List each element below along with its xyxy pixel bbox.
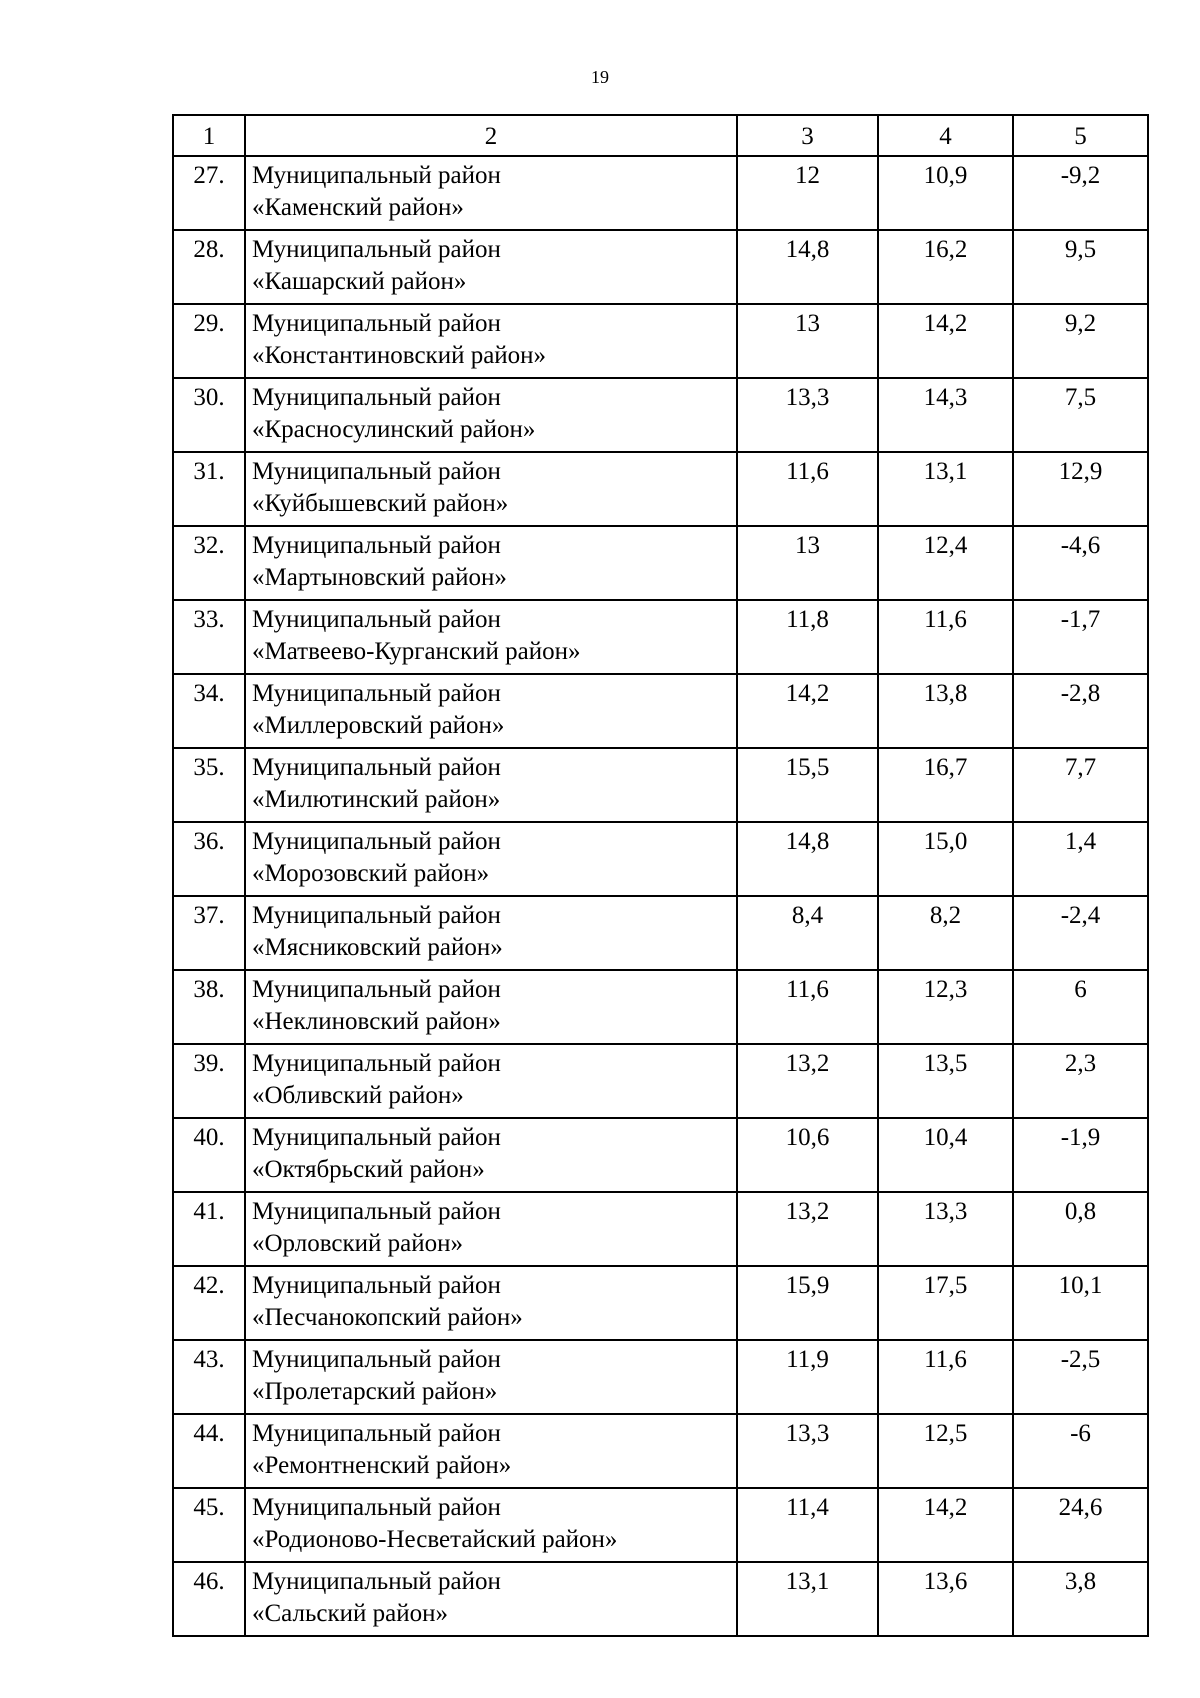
- district-name-cell: [245, 452, 737, 526]
- district-name-cell: [245, 230, 737, 304]
- value-cell-c3: 13,2: [737, 1044, 878, 1118]
- table-row: [173, 1266, 1148, 1340]
- value-cell-c3: 11,4: [737, 1488, 878, 1562]
- value-cell-c3: 13: [737, 526, 878, 600]
- value-cell-c3: 11,6: [737, 970, 878, 1044]
- row-number-cell: 39.: [173, 1044, 245, 1118]
- value-cell-c3: 14,8: [737, 822, 878, 896]
- table-row: [173, 156, 1148, 230]
- district-name-text: «Сальский район»: [252, 1600, 448, 1627]
- value-cell-c3: 15,9: [737, 1266, 878, 1340]
- district-type-text: Муниципальный район: [252, 1568, 501, 1595]
- district-name-cell: [245, 600, 737, 674]
- value-cell-c5: 9,5: [1013, 230, 1148, 304]
- district-type-text: Муниципальный район: [252, 532, 501, 559]
- row-number-cell: 38.: [173, 970, 245, 1044]
- row-number-cell: 32.: [173, 526, 245, 600]
- table-row: [173, 230, 1148, 304]
- value-cell-c5: 0,8: [1013, 1192, 1148, 1266]
- value-cell-c3: 12: [737, 156, 878, 230]
- value-cell-c4: 12,4: [878, 526, 1013, 600]
- table-row: [173, 748, 1148, 822]
- value-cell-c5: -1,9: [1013, 1118, 1148, 1192]
- district-type-text: Муниципальный район: [252, 1050, 501, 1077]
- district-name-cell: [245, 970, 737, 1044]
- value-cell-c5: 7,5: [1013, 378, 1148, 452]
- district-type-text: Муниципальный район: [252, 1272, 501, 1299]
- district-name-text: «Каменский район»: [252, 194, 464, 221]
- header-cell: 2: [245, 115, 737, 156]
- value-cell-c5: 1,4: [1013, 822, 1148, 896]
- value-cell-c4: 13,8: [878, 674, 1013, 748]
- table-body: [173, 115, 1148, 1636]
- value-cell-c4: 8,2: [878, 896, 1013, 970]
- header-cell: 3: [737, 115, 878, 156]
- value-cell-c4: 11,6: [878, 1340, 1013, 1414]
- district-name-text: «Куйбышевский район»: [252, 490, 509, 517]
- value-cell-c5: -6: [1013, 1414, 1148, 1488]
- district-type-text: Муниципальный район: [252, 976, 501, 1003]
- header-cell: 4: [878, 115, 1013, 156]
- row-number-cell: 43.: [173, 1340, 245, 1414]
- district-type-text: Муниципальный район: [252, 1124, 501, 1151]
- value-cell-c4: 16,7: [878, 748, 1013, 822]
- row-number-cell: 29.: [173, 304, 245, 378]
- value-cell-c4: 15,0: [878, 822, 1013, 896]
- district-name-text: «Матвеево-Курганский район»: [252, 638, 581, 665]
- table-row: [173, 600, 1148, 674]
- district-name-cell: [245, 1192, 737, 1266]
- value-cell-c3: 11,9: [737, 1340, 878, 1414]
- value-cell-c4: 13,3: [878, 1192, 1013, 1266]
- value-cell-c4: 14,2: [878, 1488, 1013, 1562]
- value-cell-c3: 10,6: [737, 1118, 878, 1192]
- row-number-cell: 27.: [173, 156, 245, 230]
- table-row: [173, 1044, 1148, 1118]
- district-name-cell: [245, 1562, 737, 1636]
- row-number-cell: 41.: [173, 1192, 245, 1266]
- value-cell-c3: 13,3: [737, 1414, 878, 1488]
- value-cell-c3: 13,3: [737, 378, 878, 452]
- row-number-cell: 35.: [173, 748, 245, 822]
- table-row: [173, 304, 1148, 378]
- district-type-text: Муниципальный район: [252, 1346, 501, 1373]
- value-cell-c5: -2,5: [1013, 1340, 1148, 1414]
- value-cell-c5: 6: [1013, 970, 1148, 1044]
- row-number-cell: 33.: [173, 600, 245, 674]
- row-number-cell: 37.: [173, 896, 245, 970]
- district-name-text: «Красносулинский район»: [252, 416, 536, 443]
- row-number-cell: 40.: [173, 1118, 245, 1192]
- district-type-text: Муниципальный район: [252, 458, 501, 485]
- value-cell-c5: -1,7: [1013, 600, 1148, 674]
- district-type-text: Муниципальный район: [252, 754, 501, 781]
- table-row: [173, 1488, 1148, 1562]
- value-cell-c4: 12,5: [878, 1414, 1013, 1488]
- value-cell-c4: 13,1: [878, 452, 1013, 526]
- table-row: [173, 1192, 1148, 1266]
- district-name-cell: [245, 1266, 737, 1340]
- district-name-text: «Морозовский район»: [252, 860, 490, 887]
- table-row: [173, 452, 1148, 526]
- value-cell-c4: 12,3: [878, 970, 1013, 1044]
- district-name-text: «Обливский район»: [252, 1082, 464, 1109]
- row-number-cell: 44.: [173, 1414, 245, 1488]
- district-type-text: Муниципальный район: [252, 1420, 501, 1447]
- district-name-cell: [245, 526, 737, 600]
- table-row: [173, 1118, 1148, 1192]
- district-type-text: Муниципальный район: [252, 1494, 501, 1521]
- table-row: [173, 378, 1148, 452]
- district-name-cell: [245, 1044, 737, 1118]
- value-cell-c4: 13,5: [878, 1044, 1013, 1118]
- header-cell: 1: [173, 115, 245, 156]
- district-name-cell: [245, 156, 737, 230]
- district-name-text: «Ремонтненский район»: [252, 1452, 512, 1479]
- value-cell-c5: -4,6: [1013, 526, 1148, 600]
- district-name-text: «Песчанокопский район»: [252, 1304, 523, 1331]
- header-row: [173, 115, 1148, 156]
- district-name-cell: [245, 896, 737, 970]
- district-name-cell: [245, 1340, 737, 1414]
- table-row: [173, 1414, 1148, 1488]
- district-name-text: «Неклиновский район»: [252, 1008, 501, 1035]
- table-row: [173, 970, 1148, 1044]
- table-row: [173, 526, 1148, 600]
- value-cell-c5: 2,3: [1013, 1044, 1148, 1118]
- value-cell-c5: 12,9: [1013, 452, 1148, 526]
- value-cell-c5: 7,7: [1013, 748, 1148, 822]
- value-cell-c3: 13,2: [737, 1192, 878, 1266]
- row-number-cell: 31.: [173, 452, 245, 526]
- district-name-cell: [245, 748, 737, 822]
- row-number-cell: 36.: [173, 822, 245, 896]
- district-name-cell: [245, 674, 737, 748]
- value-cell-c4: 11,6: [878, 600, 1013, 674]
- district-type-text: Муниципальный район: [252, 606, 501, 633]
- district-name-cell: [245, 1118, 737, 1192]
- district-name-text: «Октябрьский район»: [252, 1156, 485, 1183]
- value-cell-c5: 24,6: [1013, 1488, 1148, 1562]
- table-row: [173, 1340, 1148, 1414]
- row-number-cell: 42.: [173, 1266, 245, 1340]
- district-type-text: Муниципальный район: [252, 1198, 501, 1225]
- district-name-text: «Кашарский район»: [252, 268, 467, 295]
- value-cell-c3: 8,4: [737, 896, 878, 970]
- district-name-text: «Милютинский район»: [252, 786, 501, 813]
- value-cell-c4: 17,5: [878, 1266, 1013, 1340]
- district-name-text: «Родионово-Несветайский район»: [252, 1526, 618, 1553]
- row-number-cell: 45.: [173, 1488, 245, 1562]
- value-cell-c5: -9,2: [1013, 156, 1148, 230]
- district-name-cell: [245, 378, 737, 452]
- value-cell-c3: 14,8: [737, 230, 878, 304]
- district-type-text: Муниципальный район: [252, 310, 501, 337]
- district-name-text: «Мясниковский район»: [252, 934, 503, 961]
- table-row: [173, 822, 1148, 896]
- table-row: [173, 674, 1148, 748]
- value-cell-c3: 13: [737, 304, 878, 378]
- row-number-cell: 28.: [173, 230, 245, 304]
- district-type-text: Муниципальный район: [252, 384, 501, 411]
- district-type-text: Муниципальный район: [252, 680, 501, 707]
- row-number-cell: 46.: [173, 1562, 245, 1636]
- value-cell-c4: 10,4: [878, 1118, 1013, 1192]
- district-name-text: «Миллеровский район»: [252, 712, 505, 739]
- row-number-cell: 30.: [173, 378, 245, 452]
- value-cell-c4: 14,2: [878, 304, 1013, 378]
- header-cell: 5: [1013, 115, 1148, 156]
- value-cell-c5: -2,4: [1013, 896, 1148, 970]
- value-cell-c4: 14,3: [878, 378, 1013, 452]
- district-type-text: Муниципальный район: [252, 902, 501, 929]
- table-row: [173, 1562, 1148, 1636]
- district-name-cell: [245, 304, 737, 378]
- value-cell-c3: 13,1: [737, 1562, 878, 1636]
- district-name-text: «Мартыновский район»: [252, 564, 507, 591]
- district-name-text: «Константиновский район»: [252, 342, 547, 369]
- district-name-text: «Орловский район»: [252, 1230, 463, 1257]
- row-number-cell: 34.: [173, 674, 245, 748]
- value-cell-c3: 15,5: [737, 748, 878, 822]
- district-type-text: Муниципальный район: [252, 236, 501, 263]
- district-type-text: Муниципальный район: [252, 162, 501, 189]
- value-cell-c5: -2,8: [1013, 674, 1148, 748]
- page-number: 19: [591, 67, 609, 87]
- district-name-text: «Пролетарский район»: [252, 1378, 498, 1405]
- district-name-cell: [245, 822, 737, 896]
- value-cell-c5: 3,8: [1013, 1562, 1148, 1636]
- value-cell-c5: 10,1: [1013, 1266, 1148, 1340]
- district-name-cell: [245, 1414, 737, 1488]
- data-table: [172, 114, 1149, 1637]
- value-cell-c3: 11,6: [737, 452, 878, 526]
- value-cell-c4: 13,6: [878, 1562, 1013, 1636]
- value-cell-c3: 14,2: [737, 674, 878, 748]
- district-name-cell: [245, 1488, 737, 1562]
- value-cell-c3: 11,8: [737, 600, 878, 674]
- table-row: [173, 896, 1148, 970]
- district-type-text: Муниципальный район: [252, 828, 501, 855]
- value-cell-c5: 9,2: [1013, 304, 1148, 378]
- value-cell-c4: 10,9: [878, 156, 1013, 230]
- value-cell-c4: 16,2: [878, 230, 1013, 304]
